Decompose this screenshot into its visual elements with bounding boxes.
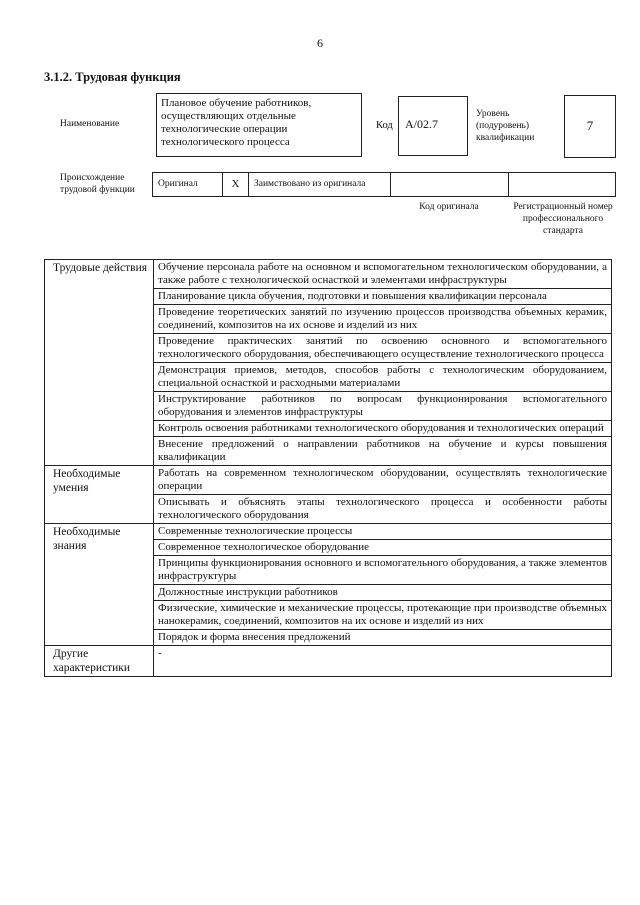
section-heading: Трудовые действия <box>45 260 154 466</box>
origin-label: Происхождение трудовой функции <box>60 173 135 195</box>
code-label: Код <box>376 120 393 131</box>
level-label: Уровень (подуровень) квалификации <box>476 109 535 143</box>
section-item: Контроль освоения работниками технологического оборудования и технологических операций <box>154 421 612 437</box>
section-heading: Необходимые умения <box>45 466 154 524</box>
section-item: Описывать и объяснять этапы технологического процесса и особенности работы технологического оборудования <box>154 495 612 524</box>
table-row <box>45 466 612 495</box>
table-row <box>45 646 612 677</box>
section-item: Принципы функционирования основного и вспомогательного оборудования, а также элементов инфраструктуры <box>154 556 612 585</box>
name-label: Наименование <box>60 119 120 129</box>
table-row <box>45 524 612 540</box>
origin-row <box>152 172 616 197</box>
section-item: - <box>154 646 612 677</box>
section-item: Инструктирование работников по вопросам функционирования вспомогательного оборудования и элементов инфраструктуры <box>154 392 612 421</box>
section-item: Внесение предложений о направлении работников на обучение и курсы повышения квалификации <box>154 437 612 466</box>
section-item: Планирование цикла обучения, подготовки и повышения квалификации персонала <box>154 289 612 305</box>
section-item: Обучение персонала работе на основном и вспомогательном технологическом оборудовании, а также работе с технологической оснасткой и элементами инфраструктуры <box>154 260 612 289</box>
original-label: Оригинал <box>153 173 223 196</box>
section-item: Должностные инструкции работников <box>154 585 612 601</box>
section-item: Физические, химические и механические процессы, протекающие при производстве объемных нанокерамик, соединений, композитов на их основе и изделий из них <box>154 601 612 630</box>
section-heading: Необходимые знания <box>45 524 154 646</box>
page-number: 6 <box>317 36 323 50</box>
code-value-box: А/02.7 <box>398 96 468 156</box>
borrowed-label: Заимствовано из оригинала <box>249 173 391 196</box>
section-item: Порядок и форма внесения предложений <box>154 630 612 646</box>
section-item: Современные технологические процессы <box>154 524 612 540</box>
function-name-box: Плановое обучение работников, осуществляющих отдельные технологические операции технологического процесса <box>156 93 362 157</box>
section-item: Проведение практических занятий по освоению основного и вспомогательного технологического оборудования, обеспечивающего осуществление технологического процесса <box>154 334 612 363</box>
section-item: Современное технологическое оборудование <box>154 540 612 556</box>
section-title: 3.1.2. Трудовая функция <box>44 70 181 84</box>
section-item: Демонстрация приемов, методов, способов работы с технологическим оборудованием, специальной оснасткой и расходными материалами <box>154 363 612 392</box>
level-value-box: 7 <box>564 95 616 158</box>
reg-number-caption: Регистрационный номер профессионального стандарта <box>513 202 613 236</box>
section-item: Работать на современном технологическом оборудовании, осуществлять технологические операции <box>154 466 612 495</box>
original-mark: X <box>223 173 249 196</box>
reg-number-cell <box>509 173 615 196</box>
code-original-caption: Код оригинала <box>419 202 479 212</box>
section-heading: Другие характеристики <box>45 646 154 677</box>
section-item: Проведение теоретических занятий по изучению процессов производства объемных керамик, соединений, композитов на их основе и изделий из них <box>154 305 612 334</box>
function-details-table <box>44 259 612 677</box>
code-original-cell <box>391 173 509 196</box>
table-row <box>45 260 612 289</box>
